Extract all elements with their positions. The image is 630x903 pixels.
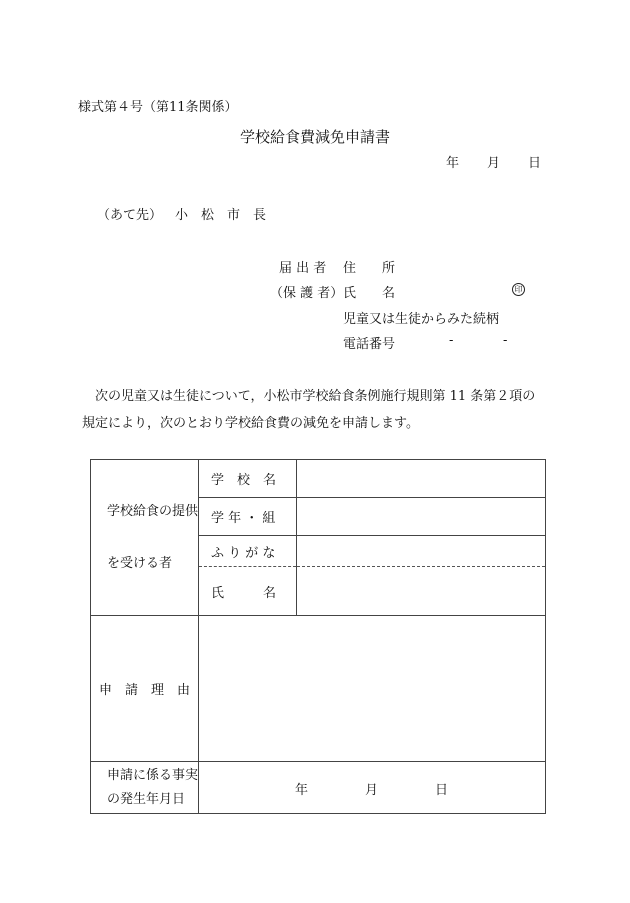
phone-separator-2: - bbox=[503, 333, 508, 348]
recipient-label-cell bbox=[91, 460, 199, 616]
addressee-prefix: （あて先） bbox=[97, 208, 163, 223]
address-label: 住 所 bbox=[343, 261, 396, 276]
date-year-label: 年 bbox=[446, 156, 460, 171]
occurrence-date-line-1: 申請に係る事実 bbox=[107, 767, 199, 783]
document-title: 学校給食費減免申請書 bbox=[239, 128, 390, 146]
application-table bbox=[90, 459, 546, 814]
occurrence-date-field[interactable] bbox=[199, 762, 546, 814]
reason-label: 申 請 理 由 bbox=[91, 616, 199, 762]
student-name-field[interactable] bbox=[297, 567, 546, 616]
grade-class-label: 学 年 ・ 組 bbox=[199, 498, 297, 536]
furigana-field[interactable] bbox=[297, 536, 546, 567]
guardian-label: （保 護 者） bbox=[270, 286, 344, 301]
date-month-label: 月 bbox=[487, 156, 501, 171]
phone-separator-1: - bbox=[449, 333, 454, 348]
body-line-1: 次の児童又は生徒について，小松市学校給食条例施行規則第 11 条第２項の bbox=[95, 389, 536, 404]
date-day-label: 日 bbox=[528, 156, 542, 171]
furigana-label: ふ り が な bbox=[199, 536, 297, 567]
grade-class-field[interactable] bbox=[297, 498, 546, 536]
applicant-label: 届 出 者 bbox=[279, 261, 327, 276]
body-line-2: 規定により，次のとおり学校給食費の減免を申請します。 bbox=[82, 416, 419, 431]
recipient-label-line-1: 学校給食の提供 bbox=[107, 503, 199, 519]
name-label: 氏 名 bbox=[343, 286, 396, 301]
student-name-label: 氏 名 bbox=[199, 567, 297, 616]
recipient-label-line-2: を受ける者 bbox=[107, 555, 173, 571]
relation-label: 児童又は生徒からみた続柄 bbox=[343, 312, 500, 327]
school-name-field[interactable] bbox=[297, 460, 546, 498]
form-number: 様式第４号（第11条関係） bbox=[78, 100, 238, 115]
body-paragraph bbox=[82, 383, 552, 437]
reason-field[interactable] bbox=[199, 616, 546, 762]
occurrence-date-line-2: の発生年月日 bbox=[107, 791, 186, 807]
school-name-label: 学 校 名 bbox=[199, 460, 297, 498]
occurrence-day: 日 bbox=[435, 783, 449, 798]
occurrence-month: 月 bbox=[365, 783, 379, 798]
seal-mark: 印 bbox=[512, 283, 525, 296]
occurrence-year: 年 bbox=[295, 783, 309, 798]
occurrence-date-label bbox=[91, 762, 199, 814]
phone-label: 電話番号 bbox=[343, 337, 396, 352]
addressee-name: 小 松 市 長 bbox=[175, 208, 267, 223]
